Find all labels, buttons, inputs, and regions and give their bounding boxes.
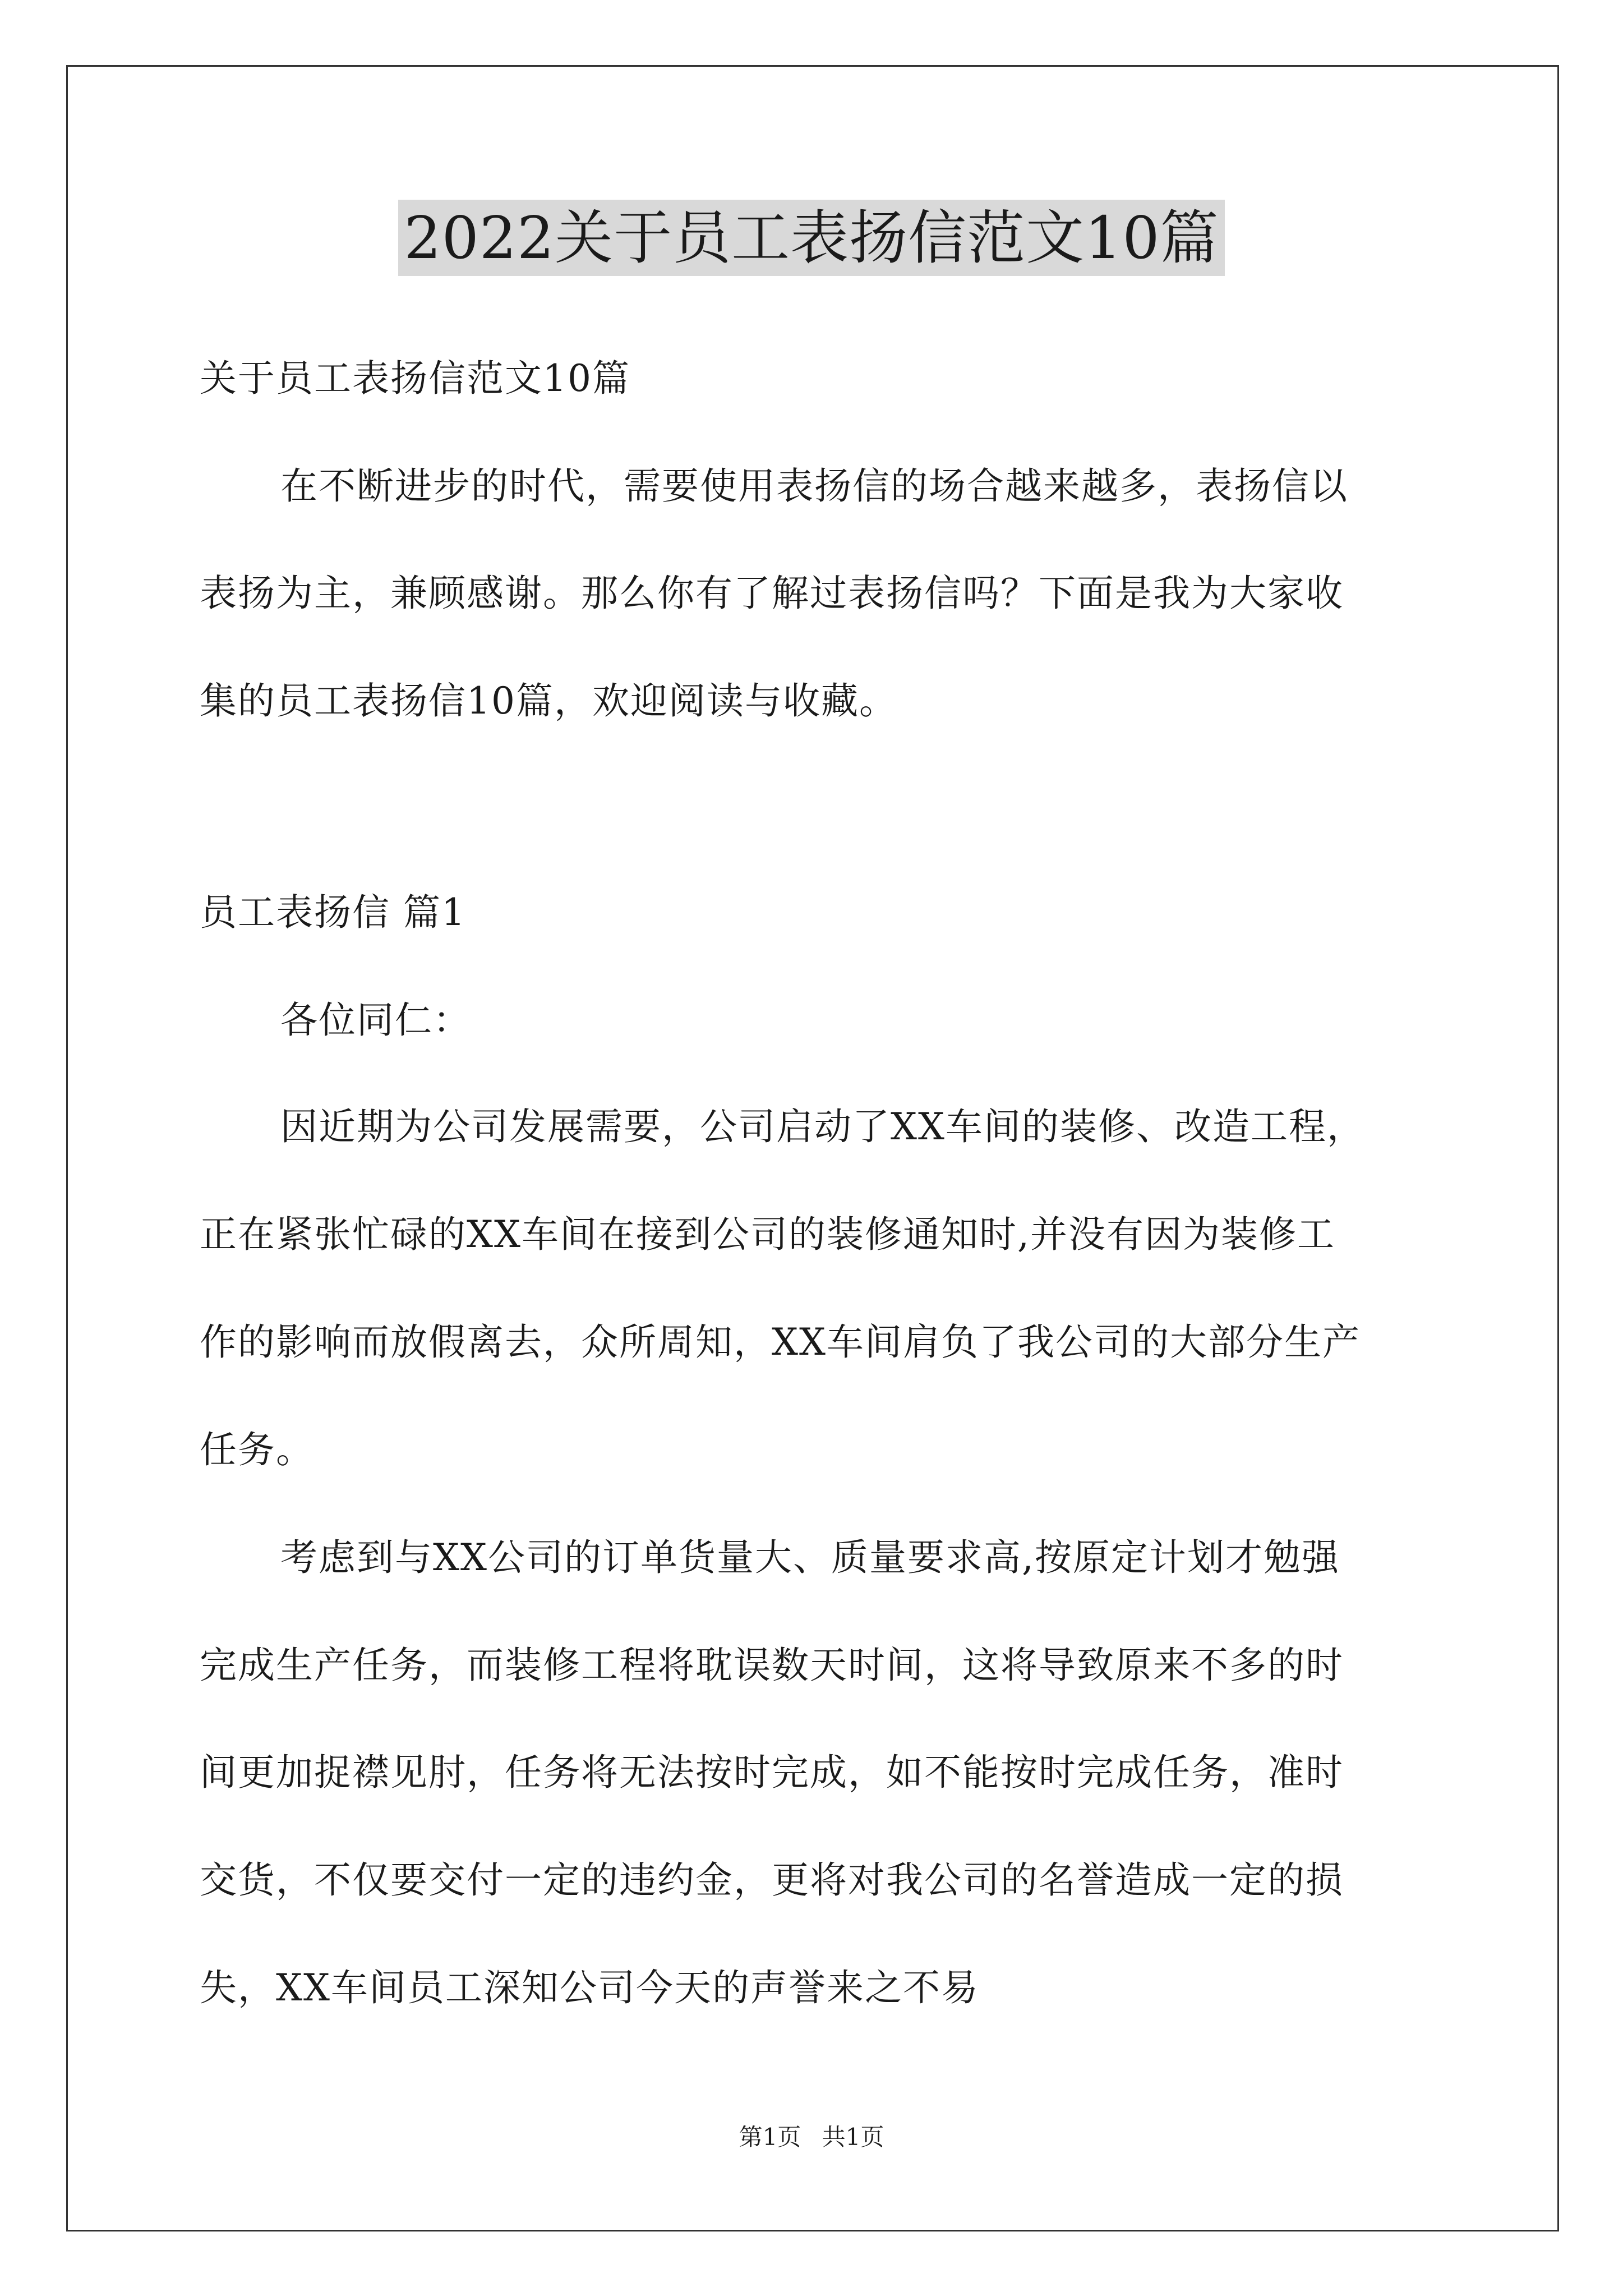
paragraph-line: 正在紧张忙碌的XX车间在接到公司的装修通知时,并没有因为装修工	[200, 1213, 1335, 1256]
intro-line: 集的员工表扬信10篇，欢迎阅读与收藏。	[200, 679, 897, 723]
paragraph-line: 因近期为公司发展需要，公司启动了XX车间的装修、改造工程，	[280, 1105, 1365, 1148]
paragraph-line: 任务。	[200, 1428, 314, 1471]
section-heading: 员工表扬信 篇1	[200, 891, 466, 934]
paragraph-line: 考虑到与XX公司的订单货量大、质量要求高,按原定计划才勉强	[280, 1536, 1340, 1579]
title-container	[0, 200, 1623, 276]
page-count: 共1页	[822, 2123, 884, 2151]
salutation: 各位同仁：	[280, 999, 471, 1042]
paragraph-line: 完成生产任务，而装修工程将耽误数天时间，这将导致原来不多的时	[200, 1644, 1344, 1687]
page-footer	[0, 2123, 1623, 2151]
document-title: 2022关于员工表扬信范文10篇	[398, 200, 1224, 276]
page-number: 第1页	[739, 2123, 801, 2151]
intro-line: 表扬为主，兼顾感谢。那么你有了解过表扬信吗？下面是我为大家收	[200, 572, 1344, 615]
paragraph-line: 间更加捉襟见肘，任务将无法按时完成，如不能按时完成任务，准时	[200, 1751, 1344, 1794]
paragraph-line: 失，XX车间员工深知公司今天的声誉来之不易	[200, 1966, 979, 2009]
paragraph-line: 交货，不仅要交付一定的违约金，更将对我公司的名誉造成一定的损	[200, 1858, 1344, 1902]
document-subtitle: 关于员工表扬信范文10篇	[200, 357, 630, 400]
intro-line: 在不断进步的时代，需要使用表扬信的场合越来越多，表扬信以	[280, 464, 1348, 508]
paragraph-line: 作的影响而放假离去，众所周知，XX车间肩负了我公司的大部分生产	[200, 1320, 1361, 1364]
